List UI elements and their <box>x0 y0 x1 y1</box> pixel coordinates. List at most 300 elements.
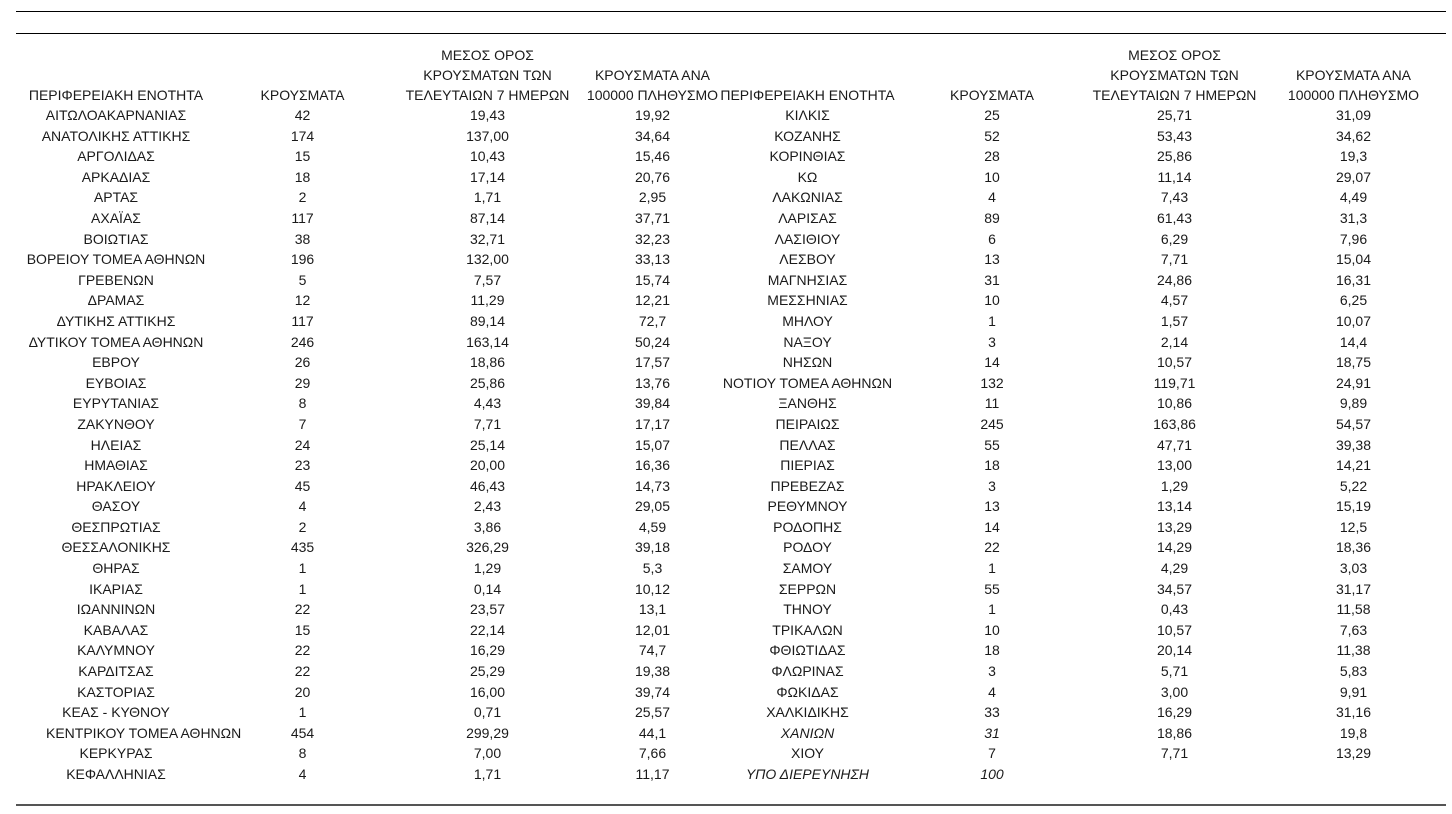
left-cases-cell: 8 <box>298 395 307 412</box>
left-avg-cell: 0,14 <box>473 580 502 597</box>
left-cases-cell: 8 <box>298 745 307 762</box>
table-row <box>16 311 1446 332</box>
table-row <box>16 537 1446 558</box>
left-cases-cell: 15 <box>294 148 311 165</box>
left-area-cell: ΒΟΙΩΤΙΑΣ <box>83 230 149 247</box>
table-row <box>16 414 1446 435</box>
right-avg-cell: 25,86 <box>1156 148 1193 165</box>
left-avg-cell: 46,43 <box>469 477 506 494</box>
left-area-cell: ΘΕΣΠΡΩΤΙΑΣ <box>71 518 161 535</box>
right-area-cell: ΝΟΤΙΟΥ ΤΟΜΕΑ ΑΘΗΝΩΝ <box>722 374 893 391</box>
right-per100k-cell: 31,17 <box>1335 580 1372 597</box>
right-avg-cell: 13,29 <box>1156 518 1193 535</box>
right-avg-cell: 25,71 <box>1156 107 1193 123</box>
table-row <box>16 373 1446 394</box>
right-area-cell: ΧΙΟΥ <box>790 745 824 762</box>
right-cases-cell: 10 <box>984 621 1000 638</box>
right-cases-cell: 3 <box>988 333 996 350</box>
right-avg-cell: 24,86 <box>1156 271 1193 288</box>
left-avg-cell: 10,43 <box>469 148 506 165</box>
table-row <box>16 290 1446 311</box>
left-avg-cell: 25,29 <box>469 663 506 680</box>
left-avg-cell: 1,29 <box>473 560 502 577</box>
right-per100k-cell: 3,03 <box>1339 560 1368 577</box>
right-cases-cell: 1 <box>988 560 996 577</box>
left-area-cell: ΚΕΝΤΡΙΚΟΥ ΤΟΜΕΑ ΑΘΗΝΩΝ <box>46 724 242 741</box>
right-cases-cell: 33 <box>984 704 1000 721</box>
right-cases-cell: 89 <box>984 209 1000 226</box>
right-per100k-cell: 15,19 <box>1335 498 1372 515</box>
right-per100k-cell: 9,91 <box>1339 683 1368 700</box>
table-row <box>16 352 1446 373</box>
left-avg-cell: 17,14 <box>469 168 506 185</box>
left-per100k-cell: 50,24 <box>634 333 671 350</box>
right-avg-cell: 18,86 <box>1156 724 1193 741</box>
right-area-cell: ΜΗΛΟΥ <box>782 312 833 329</box>
right-per100k-cell: 10,07 <box>1335 312 1372 329</box>
right-avg-cell: 10,57 <box>1156 621 1193 638</box>
table-row <box>16 332 1446 353</box>
right-cases-cell: 132 <box>980 374 1004 391</box>
left-avg-cell: 7,71 <box>473 415 502 432</box>
left-cases-cell: 29 <box>294 374 311 391</box>
header-avg-right-line1: ΜΕΣΟΣ ΟΡΟΣ <box>1128 47 1221 63</box>
right-area-cell: ΥΠΟ ΔΙΕΡΕΥΝΗΣΗ <box>745 766 870 782</box>
left-area-cell: ΚΑΛΥΜΝΟΥ <box>77 642 155 659</box>
header-per100k <box>586 45 719 105</box>
table-row <box>16 517 1446 538</box>
right-per100k-cell: 39,38 <box>1335 436 1372 453</box>
left-avg-cell: 0,71 <box>473 704 502 721</box>
left-cases-cell: 20 <box>294 683 311 700</box>
left-area-cell: ΚΑΣΤΟΡΙΑΣ <box>77 683 155 700</box>
left-per100k-cell: 37,71 <box>634 209 671 226</box>
left-cases-cell: 15 <box>294 621 311 638</box>
header-rule <box>16 33 1446 34</box>
table-row <box>16 661 1446 682</box>
left-cases-cell: 1 <box>298 560 307 577</box>
left-area-cell: ΑΧΑΪΑΣ <box>91 209 141 226</box>
left-per100k-cell: 32,23 <box>634 230 671 247</box>
table-row <box>16 620 1446 641</box>
left-per100k-cell: 34,64 <box>634 127 671 144</box>
left-avg-cell: 87,14 <box>469 209 506 226</box>
left-cases-cell: 174 <box>290 127 315 144</box>
header-per100k-right <box>1261 45 1446 105</box>
right-per100k-cell: 18,36 <box>1335 539 1372 556</box>
right-cases-cell: 13 <box>984 498 1000 515</box>
right-avg-cell: 7,71 <box>1160 745 1189 762</box>
right-area-cell: ΠΡΕΒΕΖΑΣ <box>770 477 845 494</box>
left-area-cell: ΑΡΚΑΔΙΑΣ <box>81 168 151 185</box>
left-avg-cell: 25,86 <box>469 374 506 391</box>
right-cases-cell: 18 <box>984 642 1000 659</box>
left-cases-cell: 2 <box>298 518 307 535</box>
right-cases-cell: 100 <box>980 766 1004 782</box>
right-avg-cell: 47,71 <box>1156 436 1193 453</box>
right-per100k-cell: 7,96 <box>1339 230 1368 247</box>
right-avg-cell: 163,86 <box>1153 415 1196 432</box>
left-cases-cell: 22 <box>294 642 311 659</box>
table-row <box>16 579 1446 600</box>
right-area-cell: ΛΕΣΒΟΥ <box>779 251 836 268</box>
left-avg-cell: 1,71 <box>473 766 502 782</box>
table-row <box>16 496 1446 517</box>
right-cases-cell: 10 <box>984 168 1000 185</box>
right-cases-cell: 7 <box>988 745 996 762</box>
right-avg-cell <box>1088 764 1261 785</box>
right-avg-cell: 0,43 <box>1160 601 1189 618</box>
right-per100k-cell: 14,21 <box>1335 457 1372 474</box>
right-cases-cell: 3 <box>988 477 996 494</box>
left-cases-cell: 26 <box>294 354 311 371</box>
right-avg-cell: 10,86 <box>1156 395 1193 412</box>
right-cases-cell: 55 <box>984 436 1000 453</box>
right-cases-cell: 11 <box>984 395 1000 412</box>
right-per100k-cell: 9,89 <box>1339 395 1368 412</box>
right-area-cell: ΜΑΓΝΗΣΙΑΣ <box>767 271 848 288</box>
right-area-cell: ΚΟΖΑΝΗΣ <box>774 127 841 144</box>
right-per100k-cell: 31,3 <box>1339 209 1368 226</box>
left-avg-cell: 25,14 <box>469 436 506 453</box>
left-per100k-cell: 2,95 <box>638 189 667 206</box>
left-area-cell: ΚΕΦΑΛΛΗΝΙΑΣ <box>66 766 166 782</box>
table-row <box>16 558 1446 579</box>
right-avg-cell: 119,71 <box>1153 374 1196 391</box>
left-area-cell: ΚΑΒΑΛΑΣ <box>83 621 149 638</box>
right-area-cell: ΞΑΝΘΗΣ <box>778 395 837 412</box>
right-area-cell: ΦΛΩΡΙΝΑΣ <box>771 663 844 680</box>
right-per100k-cell <box>1261 764 1446 785</box>
right-cases-cell: 14 <box>984 354 1000 371</box>
right-per100k-cell: 5,22 <box>1339 477 1368 494</box>
left-cases-cell: 1 <box>298 704 307 721</box>
right-per100k-cell: 18,75 <box>1335 354 1372 371</box>
left-per100k-cell: 16,36 <box>634 457 671 474</box>
right-avg-cell: 6,29 <box>1160 230 1189 247</box>
right-avg-cell: 7,71 <box>1160 251 1189 268</box>
right-per100k-cell: 34,62 <box>1335 127 1372 144</box>
bottom-rule <box>16 804 1446 806</box>
left-avg-cell: 163,14 <box>466 333 509 350</box>
cases-table <box>16 45 1446 785</box>
left-per100k-cell: 14,73 <box>634 477 671 494</box>
left-cases-cell: 22 <box>294 601 311 618</box>
table-row <box>16 702 1446 723</box>
right-area-cell: ΛΑΡΙΣΑΣ <box>778 209 837 226</box>
right-area-cell: ΤΗΝΟΥ <box>783 601 832 618</box>
table-row <box>16 455 1446 476</box>
right-per100k-cell: 4,49 <box>1339 189 1368 206</box>
right-area-cell: ΝΑΞΟΥ <box>783 333 832 350</box>
right-cases-cell: 10 <box>984 292 1000 309</box>
right-area-cell: ΡΕΘΥΜΝΟΥ <box>767 498 848 515</box>
right-cases-cell: 3 <box>988 663 996 680</box>
right-cases-cell: 31 <box>984 271 1000 288</box>
left-avg-cell: 7,00 <box>473 745 502 762</box>
right-cases-cell: 22 <box>984 539 1000 556</box>
header-avg-right-line2: ΚΡΟΥΣΜΑΤΩΝ ΤΩΝ <box>1110 67 1239 83</box>
right-area-cell: ΛΑΚΩΝΙΑΣ <box>772 189 843 206</box>
right-area-cell: ΠΕΛΛΑΣ <box>779 436 836 453</box>
right-avg-cell: 11,14 <box>1157 168 1192 185</box>
left-per100k-cell: 5,3 <box>642 560 663 577</box>
right-avg-cell: 1,57 <box>1160 312 1189 329</box>
left-avg-cell: 326,29 <box>466 539 509 556</box>
right-per100k-cell: 19,8 <box>1339 724 1368 741</box>
left-per100k-cell: 19,38 <box>634 663 671 680</box>
left-area-cell: ΚΕΑΣ - ΚΥΘΝΟΥ <box>62 704 170 721</box>
left-per100k-cell: 17,17 <box>634 415 671 432</box>
right-cases-cell: 13 <box>984 251 1000 268</box>
right-avg-cell: 13,00 <box>1156 457 1193 474</box>
left-cases-cell: 246 <box>290 333 315 350</box>
right-cases-cell: 245 <box>980 415 1004 432</box>
table-row <box>16 435 1446 456</box>
left-avg-cell: 132,00 <box>466 251 509 268</box>
left-per100k-cell: 15,74 <box>634 271 671 288</box>
header-per100k-line1: ΚΡΟΥΣΜΑΤΑ ΑΝΑ <box>594 67 711 83</box>
header-avg <box>389 45 586 105</box>
left-per100k-cell: 44,1 <box>638 724 667 741</box>
header-area: ΠΕΡΙΦΕΡΕΙΑΚΗ ΕΝΟΤΗΤΑ <box>28 87 204 103</box>
right-per100k-cell: 15,04 <box>1335 251 1372 268</box>
right-area-cell: ΡΟΔΟΠΗΣ <box>773 518 842 535</box>
left-avg-cell: 11,29 <box>470 292 505 309</box>
left-cases-cell: 117 <box>291 312 314 329</box>
right-area-cell: ΡΟΔΟΥ <box>783 539 832 556</box>
left-cases-cell: 12 <box>294 292 311 309</box>
left-area-cell: ΗΡΑΚΛΕΙΟΥ <box>76 477 156 494</box>
right-avg-cell: 16,29 <box>1156 704 1193 721</box>
table-row <box>16 743 1446 764</box>
right-cases-cell: 1 <box>988 312 996 329</box>
left-cases-cell: 7 <box>298 415 307 432</box>
left-avg-cell: 16,00 <box>469 683 506 700</box>
header-avg-right <box>1088 45 1261 105</box>
header-per100k-right-line1: ΚΡΟΥΣΜΑΤΑ ΑΝΑ <box>1295 67 1412 83</box>
left-per100k-cell: 33,13 <box>634 251 671 268</box>
right-avg-cell: 61,43 <box>1156 209 1193 226</box>
right-per100k-cell: 54,57 <box>1335 415 1372 432</box>
right-avg-cell: 53,43 <box>1156 127 1193 144</box>
left-per100k-cell: 15,46 <box>634 148 671 165</box>
left-per100k-cell: 13,1 <box>638 601 667 618</box>
left-area-cell: ΔΥΤΙΚΗΣ ΑΤΤΙΚΗΣ <box>56 312 176 329</box>
right-avg-cell: 20,14 <box>1156 642 1193 659</box>
table-row <box>16 640 1446 661</box>
header-avg-line3: ΤΕΛΕΥΤΑΙΩΝ 7 ΗΜΕΡΩΝ <box>405 87 570 103</box>
left-per100k-cell: 39,18 <box>634 539 671 556</box>
right-per100k-cell: 31,16 <box>1335 704 1372 721</box>
header-per100k-line2: 100000 ΠΛΗΘΥΣΜΟ <box>586 87 719 103</box>
left-avg-cell: 19,43 <box>469 107 506 123</box>
right-area-cell: ΚΩ <box>797 168 818 185</box>
header-cases: ΚΡΟΥΣΜΑΤΑ <box>260 87 345 103</box>
left-per100k-cell: 39,74 <box>634 683 671 700</box>
right-area-cell: ΚΙΛΚΙΣ <box>785 107 830 123</box>
right-avg-cell: 5,71 <box>1160 663 1189 680</box>
table-row <box>16 476 1446 497</box>
left-per100k-cell: 7,66 <box>638 745 667 762</box>
left-cases-cell: 45 <box>294 477 311 494</box>
left-area-cell: ΘΑΣΟΥ <box>91 498 141 515</box>
right-per100k-cell: 14,4 <box>1339 333 1368 350</box>
right-cases-cell: 52 <box>984 127 1000 144</box>
right-avg-cell: 7,43 <box>1160 189 1189 206</box>
left-cases-cell: 5 <box>298 271 307 288</box>
right-avg-cell: 3,00 <box>1160 683 1189 700</box>
left-cases-cell: 196 <box>290 251 315 268</box>
table-row <box>16 126 1446 147</box>
left-cases-cell: 117 <box>291 209 314 226</box>
left-area-cell: ΑΝΑΤΟΛΙΚΗΣ ΑΤΤΙΚΗΣ <box>41 127 191 144</box>
right-area-cell: ΚΟΡΙΝΘΙΑΣ <box>769 148 846 165</box>
right-per100k-cell: 24,91 <box>1335 374 1372 391</box>
table-row <box>16 229 1446 250</box>
left-avg-cell: 7,57 <box>473 271 502 288</box>
right-avg-cell: 4,57 <box>1160 292 1189 309</box>
right-avg-cell: 34,57 <box>1156 580 1193 597</box>
right-cases-cell: 55 <box>984 580 1000 597</box>
left-per100k-cell: 72,7 <box>638 312 667 329</box>
left-avg-cell: 1,71 <box>473 189 502 206</box>
left-cases-cell: 4 <box>298 766 307 782</box>
left-area-cell: ΑΡΤΑΣ <box>93 189 139 206</box>
left-cases-cell: 2 <box>298 189 307 206</box>
right-cases-cell: 18 <box>984 457 1000 474</box>
right-area-cell: ΜΕΣΣΗΝΙΑΣ <box>767 292 848 309</box>
right-area-cell: ΤΡΙΚΑΛΩΝ <box>772 621 843 638</box>
header-row <box>16 45 1446 105</box>
left-avg-cell: 4,43 <box>473 395 502 412</box>
header-avg-line2: ΚΡΟΥΣΜΑΤΩΝ ΤΩΝ <box>423 67 552 83</box>
header-per100k-right-line2: 100000 ΠΛΗΘΥΣΜΟ <box>1287 87 1420 103</box>
right-cases-cell: 28 <box>984 148 1000 165</box>
left-area-cell: ΔΥΤΙΚΟΥ ΤΟΜΕΑ ΑΘΗΝΩΝ <box>28 333 204 350</box>
right-cases-cell: 25 <box>984 107 1000 123</box>
left-area-cell: ΘΗΡΑΣ <box>92 560 140 577</box>
right-per100k-cell: 29,07 <box>1335 168 1372 185</box>
right-per100k-cell: 16,31 <box>1335 271 1372 288</box>
right-cases-cell: 4 <box>988 683 996 700</box>
right-per100k-cell: 11,58 <box>1336 601 1371 618</box>
right-area-cell: ΧΑΛΚΙΔΙΚΗΣ <box>766 704 849 721</box>
table-row <box>16 270 1446 291</box>
right-per100k-cell: 31,09 <box>1335 107 1372 123</box>
left-avg-cell: 18,86 <box>469 354 506 371</box>
right-per100k-cell: 6,25 <box>1339 292 1368 309</box>
left-per100k-cell: 13,76 <box>634 374 671 391</box>
left-area-cell: ΙΚΑΡΙΑΣ <box>89 580 143 597</box>
left-area-cell: ΖΑΚΥΝΘΟΥ <box>77 415 155 432</box>
left-per100k-cell: 15,07 <box>634 436 671 453</box>
left-area-cell: ΗΜΑΘΙΑΣ <box>84 457 148 474</box>
right-avg-cell: 10,57 <box>1156 354 1193 371</box>
right-per100k-cell: 19,3 <box>1339 148 1368 165</box>
left-area-cell: ΒΟΡΕΙΟΥ ΤΟΜΕΑ ΑΘΗΝΩΝ <box>26 251 206 268</box>
right-area-cell: ΛΑΣΙΘΙΟΥ <box>774 230 841 247</box>
right-per100k-cell: 11,38 <box>1336 642 1371 659</box>
table-row <box>16 723 1446 744</box>
table-row <box>16 393 1446 414</box>
right-avg-cell: 13,14 <box>1156 498 1193 515</box>
right-cases-cell: 31 <box>984 724 1000 741</box>
left-area-cell: ΚΕΡΚΥΡΑΣ <box>79 745 153 762</box>
table-row <box>16 187 1446 208</box>
left-per100k-cell: 74,7 <box>638 642 667 659</box>
left-area-cell: ΑΙΤΩΛΟΑΚΑΡΝΑΝΙΑΣ <box>45 107 187 123</box>
left-area-cell: ΗΛΕΙΑΣ <box>90 436 142 453</box>
left-area-cell: ΕΒΡΟΥ <box>92 354 140 371</box>
left-area-cell: ΚΑΡΔΙΤΣΑΣ <box>78 663 154 680</box>
top-rule <box>16 11 1446 12</box>
left-cases-cell: 1 <box>298 580 307 597</box>
left-per100k-cell: 25,57 <box>634 704 671 721</box>
table-row <box>16 105 1446 126</box>
header-cases-right: ΚΡΟΥΣΜΑΤΑ <box>950 87 1034 103</box>
left-avg-cell: 16,29 <box>469 642 506 659</box>
right-per100k-cell: 7,63 <box>1339 621 1368 638</box>
left-cases-cell: 23 <box>294 457 311 474</box>
left-area-cell: ΓΡΕΒΕΝΩΝ <box>78 271 154 288</box>
left-per100k-cell: 29,05 <box>634 498 671 515</box>
header-avg-right-line3: ΤΕΛΕΥΤΑΙΩΝ 7 ΗΜΕΡΩΝ <box>1092 87 1257 103</box>
left-cases-cell: 22 <box>294 663 311 680</box>
left-per100k-cell: 20,76 <box>634 168 671 185</box>
table-row <box>16 208 1446 229</box>
right-avg-cell: 2,14 <box>1160 333 1189 350</box>
left-avg-cell: 23,57 <box>469 601 506 618</box>
table-row <box>16 146 1446 167</box>
right-cases-cell: 1 <box>988 601 996 618</box>
right-cases-cell: 14 <box>984 518 1000 535</box>
table-row <box>16 167 1446 188</box>
left-per100k-cell: 11,17 <box>635 766 670 782</box>
left-area-cell: ΙΩΑΝΝΙΝΩΝ <box>76 601 156 618</box>
table-row <box>16 599 1446 620</box>
right-area-cell: ΦΩΚΙΔΑΣ <box>776 683 839 700</box>
left-area-cell: ΔΡΑΜΑΣ <box>87 292 145 309</box>
right-area-cell: ΦΘΙΩΤΙΔΑΣ <box>769 642 846 659</box>
left-per100k-cell: 17,57 <box>634 354 671 371</box>
right-cases-cell: 4 <box>988 189 996 206</box>
header-avg-line1: ΜΕΣΟΣ ΟΡΟΣ <box>441 47 534 63</box>
left-per100k-cell: 39,84 <box>634 395 671 412</box>
left-area-cell: ΘΕΣΣΑΛΟΝΙΚΗΣ <box>61 539 171 556</box>
right-cases-cell: 6 <box>988 230 996 247</box>
left-cases-cell: 24 <box>294 436 311 453</box>
right-per100k-cell: 12,5 <box>1339 518 1368 535</box>
left-cases-cell: 18 <box>294 168 311 185</box>
left-avg-cell: 2,43 <box>473 498 502 515</box>
left-cases-cell: 4 <box>298 498 307 515</box>
right-avg-cell: 1,29 <box>1160 477 1189 494</box>
right-per100k-cell: 5,83 <box>1339 663 1368 680</box>
left-avg-cell: 299,29 <box>466 724 509 741</box>
left-avg-cell: 89,14 <box>469 312 506 329</box>
left-per100k-cell: 4,59 <box>638 518 667 535</box>
left-cases-cell: 42 <box>294 107 311 123</box>
left-per100k-cell: 12,21 <box>634 292 671 309</box>
right-avg-cell: 14,29 <box>1156 539 1193 556</box>
right-area-cell: ΝΗΣΩΝ <box>782 354 833 371</box>
table-row <box>16 249 1446 270</box>
left-per100k-cell: 10,12 <box>634 580 671 597</box>
left-avg-cell: 3,86 <box>473 518 502 535</box>
left-cases-cell: 435 <box>290 539 315 556</box>
left-cases-cell: 38 <box>294 230 311 247</box>
